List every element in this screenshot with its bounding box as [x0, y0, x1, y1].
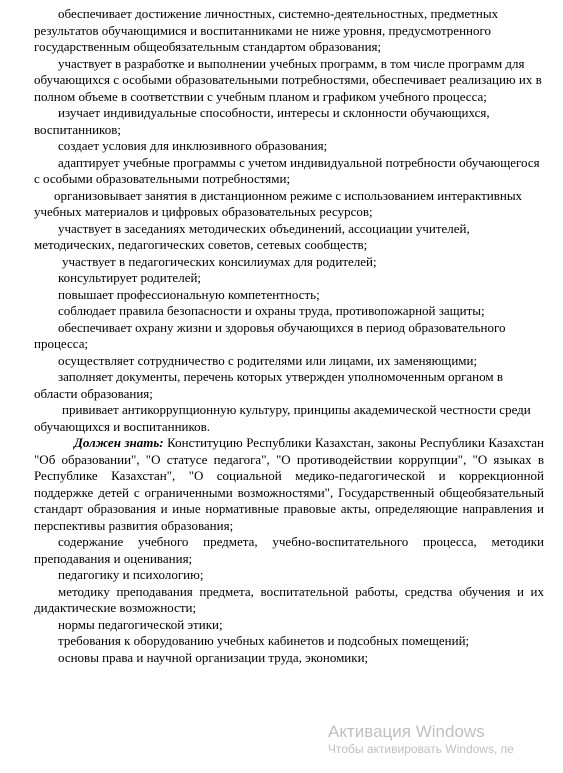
duty-item: заполняет документы, перечень которых утвержден уполномоченным органом в области образования; — [34, 369, 504, 401]
duty-item: осуществляет сотрудничество с родителями или лицами, их заменяющими; — [58, 352, 478, 368]
document-text — [34, 6, 544, 666]
watermark-subtitle: Чтобы активировать Windows, пе — [328, 742, 514, 756]
duty-item: обеспечивает охрану жизни и здоровья обучающихся в период образовательного процесса; — [34, 319, 506, 351]
duty-item: консультирует родителей; — [58, 270, 202, 285]
duty-item: обеспечивает достижение личностных, системно-деятельностных, предметных результатов обучающимися и воспитанниками не ниже уровня, предусмотренного государственным общеобязательным стандартом образования; — [34, 6, 499, 54]
knowledge-item: основы права и научной организации труда, экономики; — [58, 649, 369, 665]
knowledge-item: требования к оборудованию учебных кабинетов и подсобных помещений; — [58, 633, 470, 648]
duty-item: участвует в педагогических консилиумах для родителей; — [62, 253, 377, 269]
duty-item: участвует в заседаниях методических объединений, ассоциации учителей, методических, педагогических советов, сетевых сообществ; — [34, 220, 470, 252]
duty-item: адаптирует учебные программы с учетом индивидуальной потребности обучающегося с особыми образовательными потребностями; — [34, 154, 540, 186]
duty-item: организовывает занятия в дистанционном режиме с использованием интерактивных учебных материалов и цифровых образовательных ресурсов; — [34, 187, 523, 219]
duty-item: соблюдает правила безопасности и охраны труда, противопожарной защиты; — [58, 303, 485, 318]
knowledge-intro: Конституцию Республики Казахстан, законы Республики Казахстан "Об образовании", "О статусе педагога", "О противодействии коррупции", "О языках в Республике Казахстан", "О социальной медико-педагогической и коррекционной поддержке детей с ограниченными возможностями", Государственный общеобязательный стандарт образования и иные нормативные правовые акты, определяющие направления и перспективы развития образования; — [34, 435, 545, 533]
duty-item: прививает антикоррупционную культуру, принципы академической честности среди обучающихся и воспитанников. — [34, 402, 531, 434]
knowledge-item: педагогику и психологию; — [58, 567, 204, 582]
duty-item: создает условия для инклюзивного образования; — [58, 138, 328, 153]
duty-item: изучает индивидуальные способности, интересы и склонности обучающихся, воспитанников; — [34, 105, 490, 137]
knowledge-item: методику преподавания предмета, воспитательной работы, средства обучения и их дидактические возможности; — [34, 583, 544, 615]
watermark-title: Активация Windows — [328, 722, 485, 741]
duty-item: участвует в разработке и выполнении учебных программ, в том числе программ для обучающихся с особыми образовательными потребностями, обеспечивает реализацию их в полном объеме в соответствии с учебным планом и графиком учебного процесса; — [34, 55, 542, 104]
knowledge-section — [34, 435, 544, 534]
knowledge-heading: Должен знать: — [74, 435, 164, 450]
windows-activation-watermark — [328, 722, 514, 757]
duty-item: повышает профессиональную компетентность; — [58, 286, 320, 302]
knowledge-item: содержание учебного предмета, учебно-воспитательного процесса, методики преподавания и оценивания; — [34, 534, 544, 566]
knowledge-item: нормы педагогической этики; — [58, 616, 223, 632]
